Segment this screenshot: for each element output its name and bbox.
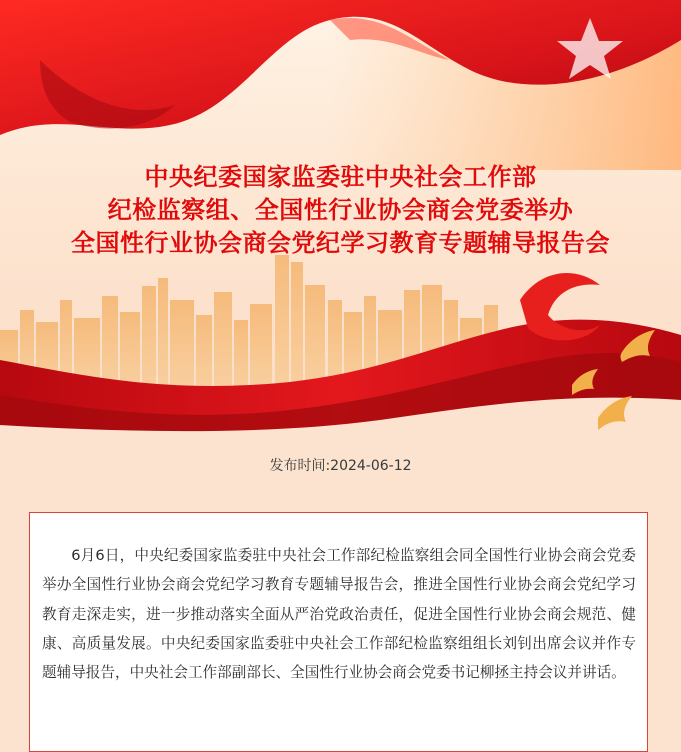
title-line-2: 纪检监察组、全国性行业协会商会党委举办 xyxy=(107,196,574,224)
publish-date-value: 2024-06-12 xyxy=(330,458,412,474)
title-line-1: 中央纪委国家监委驻中央社会工作部 xyxy=(144,163,537,191)
page-title xyxy=(0,161,681,260)
article-paragraph: 6月6日，中央纪委国家监委驻中央社会工作部纪检监察组会同全国性行业协会商会党委举办全国性行业协会商会党纪学习教育专题辅导报告会，推进全国性行业协会商会党纪学习教育走深走实，进一步推动落实全面从严治党政治责任，促进全国性行业协会商会规范、健康、高质量发展。中央纪委国家监委驻中央社会工作部纪检监察组组长刘钊出席会议并作专题辅导报告，中央社会工作部副部长、全国性行业协会商会党委书记柳拯主持会议并讲话。 xyxy=(42,547,636,682)
publish-date xyxy=(0,455,681,475)
article-card xyxy=(29,512,648,752)
title-line-3: 全国性行业协会商会党纪学习教育专题辅导报告会 xyxy=(71,229,610,257)
flag-swirl xyxy=(520,273,600,340)
publish-date-label: 发布时间: xyxy=(269,458,331,474)
